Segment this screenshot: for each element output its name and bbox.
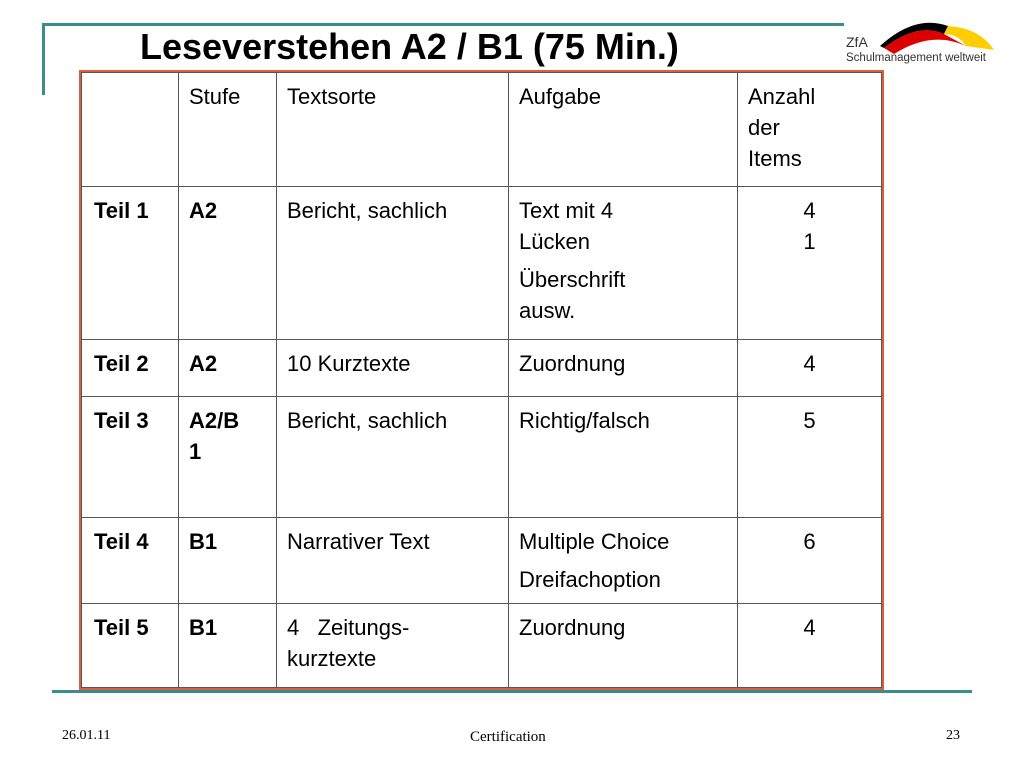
row-items: 4 [738, 604, 882, 688]
slide-title: Leseverstehen A2 / B1 (75 Min.) [140, 26, 679, 67]
row-stufe: A2 [179, 187, 277, 340]
footer-date: 26.01.11 [62, 728, 111, 743]
header-empty [82, 73, 179, 187]
items-value: 1 [803, 229, 816, 254]
table-row [82, 187, 882, 340]
logo-subtitle: Schulmanagement weltweit [846, 52, 986, 64]
row-stufe [179, 397, 277, 518]
row-textsorte: Bericht, sachlich [277, 187, 509, 340]
footer-center: Certification [470, 729, 546, 745]
header-aufgabe: Aufgabe [509, 73, 738, 187]
table-row [82, 518, 882, 604]
row-stufe: B1 [179, 604, 277, 688]
textsorte-line: 4 Zeitungs- [287, 615, 410, 640]
decorative-left-line [42, 23, 45, 95]
row-aufgabe: Zuordnung [509, 604, 738, 688]
aufgabe-line: Text mit 4 [519, 198, 614, 223]
aufgabe-line: Multiple Choice [519, 529, 670, 554]
decorative-bottom-line [52, 690, 972, 693]
header-textsorte: Textsorte [277, 73, 509, 187]
row-aufgabe: Zuordnung [509, 340, 738, 397]
row-label: Teil 4 [82, 518, 179, 604]
table-header-row [82, 73, 882, 187]
header-items-line: der [748, 115, 780, 140]
table-row [82, 340, 882, 397]
row-textsorte: 10 Kurztexte [277, 340, 509, 397]
row-items: 6 [738, 518, 882, 604]
header-items [738, 73, 882, 187]
row-stufe: A2 [179, 340, 277, 397]
aufgabe-line: Lücken [519, 229, 590, 254]
aufgabe-line: ausw. [519, 298, 576, 323]
footer-page-number: 23 [946, 728, 960, 743]
items-value: 4 [803, 198, 816, 223]
row-items [738, 187, 882, 340]
row-label: Teil 1 [82, 187, 179, 340]
logo-mark: ZfA [846, 34, 868, 50]
table-row [82, 397, 882, 518]
zfa-logo [840, 16, 1000, 72]
row-aufgabe: Richtig/falsch [509, 397, 738, 518]
row-aufgabe [509, 518, 738, 604]
stufe-line: 1 [189, 439, 202, 464]
stufe-line: A2/B [189, 408, 240, 433]
aufgabe-line: Dreifachoption [519, 567, 661, 592]
header-items-line: Anzahl [748, 84, 816, 109]
aufgabe-line: Überschrift [519, 267, 626, 292]
row-label: Teil 2 [82, 340, 179, 397]
header-items-line: Items [748, 146, 802, 171]
table-row [82, 604, 882, 688]
header-stufe: Stufe [179, 73, 277, 187]
row-textsorte: Narrativer Text [277, 518, 509, 604]
textsorte-line: kurztexte [287, 646, 377, 671]
row-aufgabe [509, 187, 738, 340]
row-items: 4 [738, 340, 882, 397]
exam-table-frame [79, 70, 884, 690]
row-textsorte [277, 604, 509, 688]
exam-table [81, 72, 882, 688]
row-label: Teil 5 [82, 604, 179, 688]
row-label: Teil 3 [82, 397, 179, 518]
row-items: 5 [738, 397, 882, 518]
row-stufe: B1 [179, 518, 277, 604]
row-textsorte: Bericht, sachlich [277, 397, 509, 518]
